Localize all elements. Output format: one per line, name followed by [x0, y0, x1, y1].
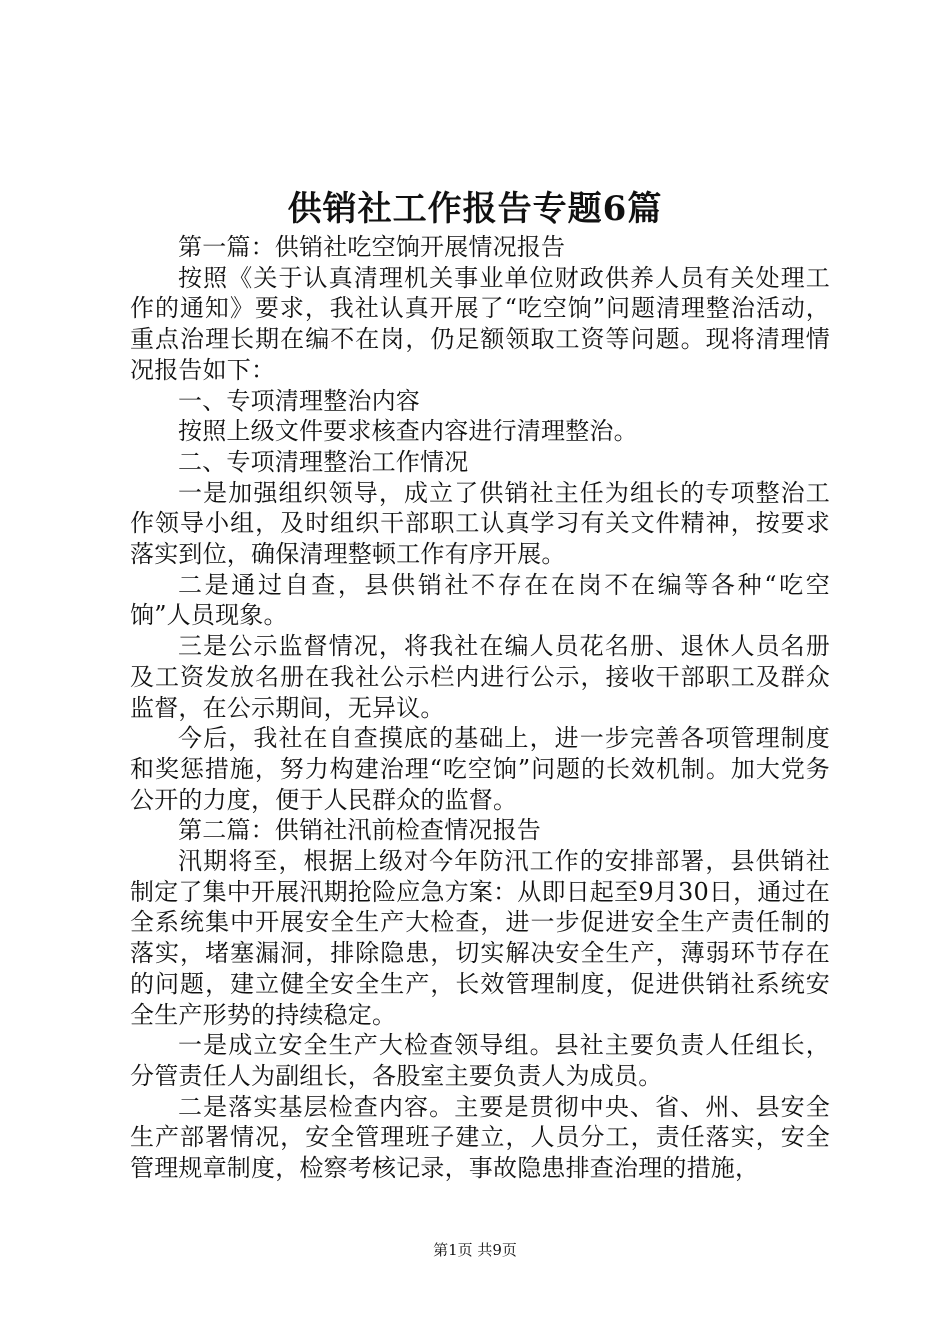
paragraph: 三是公示监督情况，将我社在编人员花名册、退休人员名册及工资发放名册在我社公示栏内进行公示，接收干部职工及群众监督，在公示期间，无异议。 [130, 632, 830, 722]
paragraph: 按照《关于认真清理机关事业单位财政供养人员有关处理工作的通知》要求，我社认真开展了“吃空饷”问题清理整治活动，重点治理长期在编不在岗，仍足额领取工资等问题。现将清理情况报告如下： [130, 263, 830, 384]
paragraph: 二是落实基层检查内容。主要是贯彻中央、省、州、县安全生产部署情况，安全管理班子建立，人员分工，责任落实，安全管理规章制度，检察考核记录，事故隐患排查治理的措施， [130, 1092, 830, 1183]
paragraph: 二是通过自查，县供销社不存在在岗不在编等各种“吃空饷”人员现象。 [130, 570, 830, 630]
document-body [130, 232, 830, 1184]
subheading: 二、专项清理整治工作情况 [178, 447, 469, 476]
subheading: 一、专项清理整治内容 [178, 386, 420, 415]
paragraph: 今后，我社在自查摸底的基础上，进一步完善各项管理制度和奖惩措施，努力构建治理“吃空饷”问题的长效机制。加大党务公开的力度，便于人民群众的监督。 [130, 724, 830, 814]
paragraph: 汛期将至，根据上级对今年防汛工作的安排部署，县供销社制定了集中开展汛期抢险应急方案：从即日起至9月30日，通过在全系统集中开展安全生产大检查，进一步促进安全生产责任制的落实，堵塞漏洞，排除隐患，切实解决安全生产，薄弱环节存在的问题，建立健全安全生产，长效管理制度，促进供销社系统安全生产形势的持续稳定。 [130, 847, 830, 1029]
paragraph: 按照上级文件要求核查内容进行清理整治。 [178, 417, 638, 446]
paragraph: 一是成立安全生产大检查领导组。县社主要负责人任组长，分管责任人为副组长，各股室主要负责人为成员。 [130, 1031, 830, 1090]
section-heading-2: 第二篇：供销社汛前检查情况报告 [178, 816, 541, 845]
page-number-footer: 第1页 共9页 [433, 1241, 517, 1259]
section-heading-1: 第一篇：供销社吃空饷开展情况报告 [178, 233, 566, 261]
document-title: 供销社工作报告专题6篇 [287, 189, 663, 229]
paragraph: 一是加强组织领导，成立了供销社主任为组长的专项整治工作领导小组，及时组织干部职工认真学习有关文件精神，按要求落实到位，确保清理整顿工作有序开展。 [130, 478, 830, 569]
